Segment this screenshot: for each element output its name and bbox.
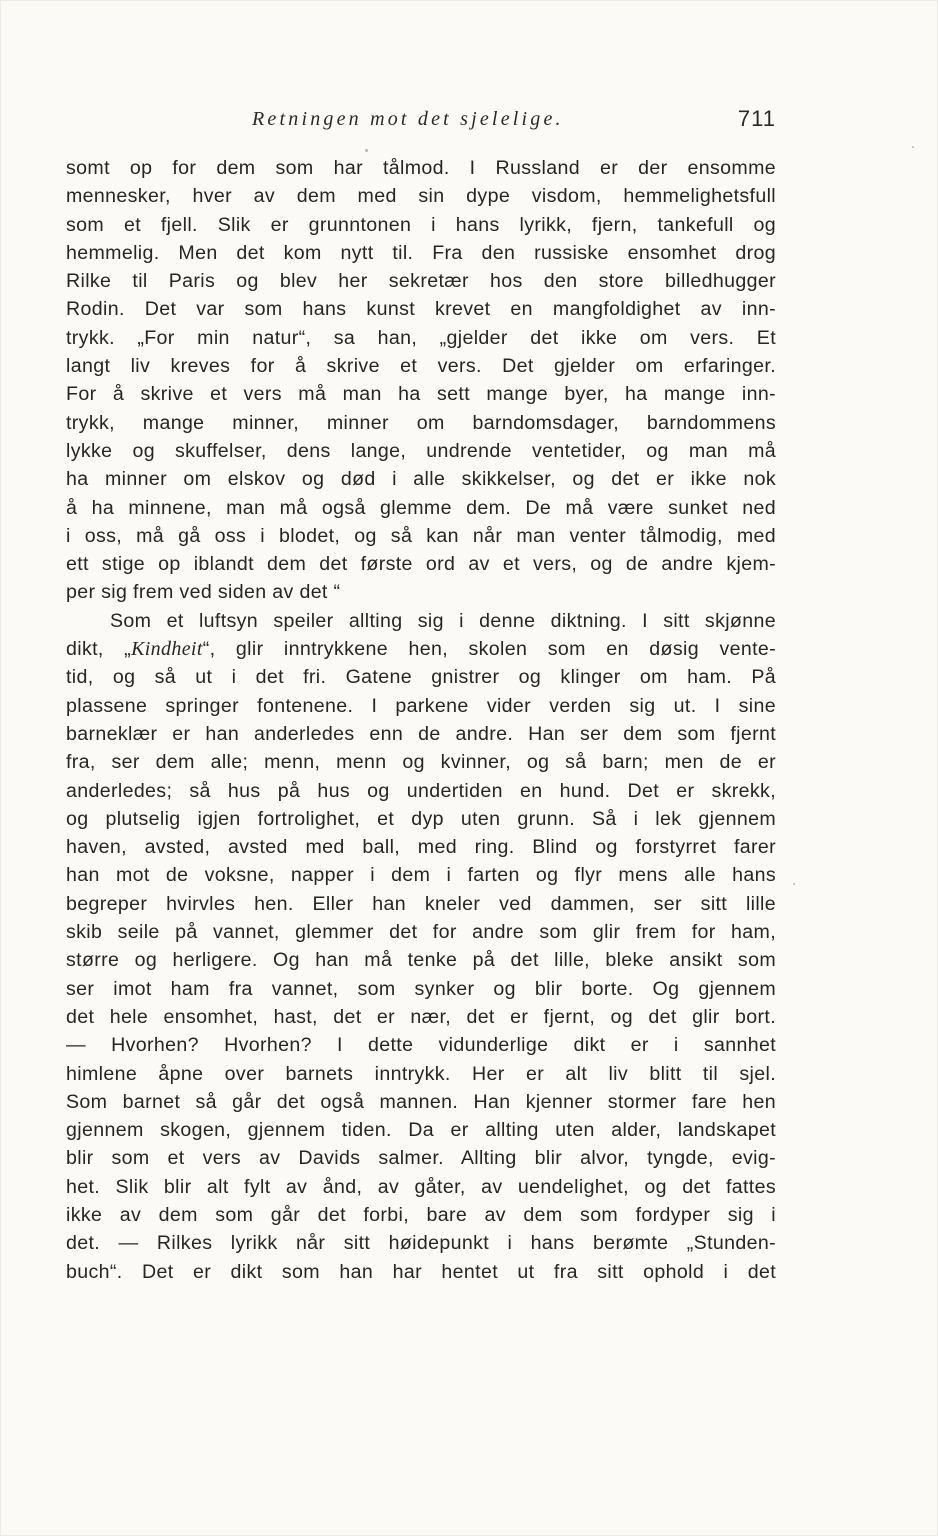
- running-head: [0, 108, 938, 138]
- text-line: Som barnet så går det også mannen. Han kjenner stormer fare hen: [66, 1090, 776, 1113]
- text-line: Rilke til Paris og blev her sekretær hos den store billedhugger: [66, 270, 776, 293]
- text-line: det. — Rilkes lyrikk når sitt høidepunkt i hans berømte „Stunden-: [66, 1232, 776, 1255]
- text-line: mennesker, hver av dem med sin dype visdom, hemmelighetsfull: [66, 185, 776, 208]
- text-line: som et fjell. Slik er grunntonen i hans lyrikk, fjern, tankefull og: [66, 213, 776, 236]
- text-line: hemmelig. Men det kom nytt til. Fra den russiske ensomhet drog: [66, 241, 776, 264]
- text-line: For å skrive et vers må man ha sett mange byer, ha mange inn-: [66, 383, 776, 406]
- text-line: gjennem skogen, gjennem tiden. Da er allting uten alder, landskapet: [66, 1119, 776, 1142]
- text-line: å ha minnene, man må også glemme dem. De må være sunket ned: [66, 496, 776, 519]
- text-line: per sig frem ved siden av det “: [66, 581, 341, 604]
- poem-title-italic: Kindheit: [131, 638, 203, 661]
- text-line: ett stige op iblandt dem det første ord av et vers, og de andre kjem-: [66, 553, 776, 576]
- text-line: buch“. Det er dikt som han har hentet ut fra sitt ophold i det: [66, 1260, 776, 1283]
- text-line: somt op for dem som har tålmod. I Russland er der ensomme: [66, 157, 776, 179]
- running-title: Retningen mot det sjelelige.: [252, 108, 564, 130]
- text-line-with-italic-title: dikt, „Kindheit“, glir inntrykkene hen, skolen som en døsig vente-: [66, 638, 776, 661]
- text-line: trykk. „For min natur“, sa han, „gjelder det ikke om vers. Et: [66, 326, 776, 349]
- text-line: ha minner om elskov og død i alle skikkelser, og det er ikke nok: [66, 468, 776, 491]
- text-line: i oss, må gå oss i blodet, og så kan når man venter tålmodig, med: [66, 524, 776, 547]
- text-line: plassene springer fontenene. I parkene vider verden sig ut. I sine: [66, 694, 776, 717]
- text-line: trykk, mange minner, minner om barndomsdager, barndommens: [66, 411, 776, 434]
- text-line: Som et luftsyn speiler allting sig i denne diktning. I sitt skjønne: [110, 609, 776, 632]
- text-line: han mot de voksne, napper i dem i farten og flyr mens alle hans: [66, 864, 776, 887]
- text-line: langt liv kreves for å skrive et vers. Det gjelder om erfaringer.: [66, 355, 776, 378]
- body-text: [66, 154, 776, 1286]
- text-line: og plutselig igjen fortrolighet, et dyp uten grunn. Så i lek gjennem: [66, 807, 776, 830]
- page-number: 711: [737, 106, 776, 131]
- text-line: større og herligere. Og han må tenke på det lille, bleke ansikt som: [66, 949, 776, 972]
- text-line: — Hvorhen? Hvorhen? I dette vidunderlige dikt er i sannhet: [66, 1034, 776, 1057]
- paper-speck: [912, 146, 914, 148]
- text-line: fra, ser dem alle; menn, menn og kvinner, og så barn; men de er: [66, 751, 776, 774]
- text-line: ser imot ham fra vannet, som synker og blir borte. Og gjennem: [66, 977, 776, 1000]
- text-line: begreper hvirvles hen. Eller han kneler ved dammen, ser sitt lille: [66, 892, 776, 915]
- text-line: het. Slik blir alt fylt av ånd, av gåter, av uendelighet, og det fattes: [66, 1175, 776, 1198]
- text-line: blir som et vers av Davids salmer. Allting blir alvor, tyngde, evig-: [66, 1147, 776, 1170]
- text-line: tid, og så ut i det fri. Gatene gnistrer og klinger om ham. På: [66, 666, 776, 689]
- text-line: barneklær er han anderledes enn de andre. Han ser dem som fjernt: [66, 722, 776, 745]
- text-line: skib seile på vannet, glemmer det for andre som glir frem for ham,: [66, 921, 776, 944]
- text-line: haven, avsted, avsted med ball, med ring. Blind og forstyrret farer: [66, 836, 776, 859]
- text-line: anderledes; så hus på hus og undertiden en hund. Det er skrekk,: [66, 779, 776, 802]
- paper-speck: [793, 883, 795, 885]
- text-line: lykke og skuffelser, dens lange, undrende ventetider, og man må: [66, 439, 776, 462]
- paper-speck: [365, 149, 368, 152]
- text-line: ikke av dem som går det forbi, bare av dem som fordyper sig i: [66, 1203, 776, 1226]
- text-line: Rodin. Det var som hans kunst krevet en mangfoldighet av inn-: [66, 298, 776, 321]
- text-line: det hele ensomhet, hast, det er nær, det er fjernt, og det glir bort.: [66, 1005, 776, 1028]
- text-line: himlene åpne over barnets inntrykk. Her er alt liv blitt til sjel.: [66, 1062, 776, 1085]
